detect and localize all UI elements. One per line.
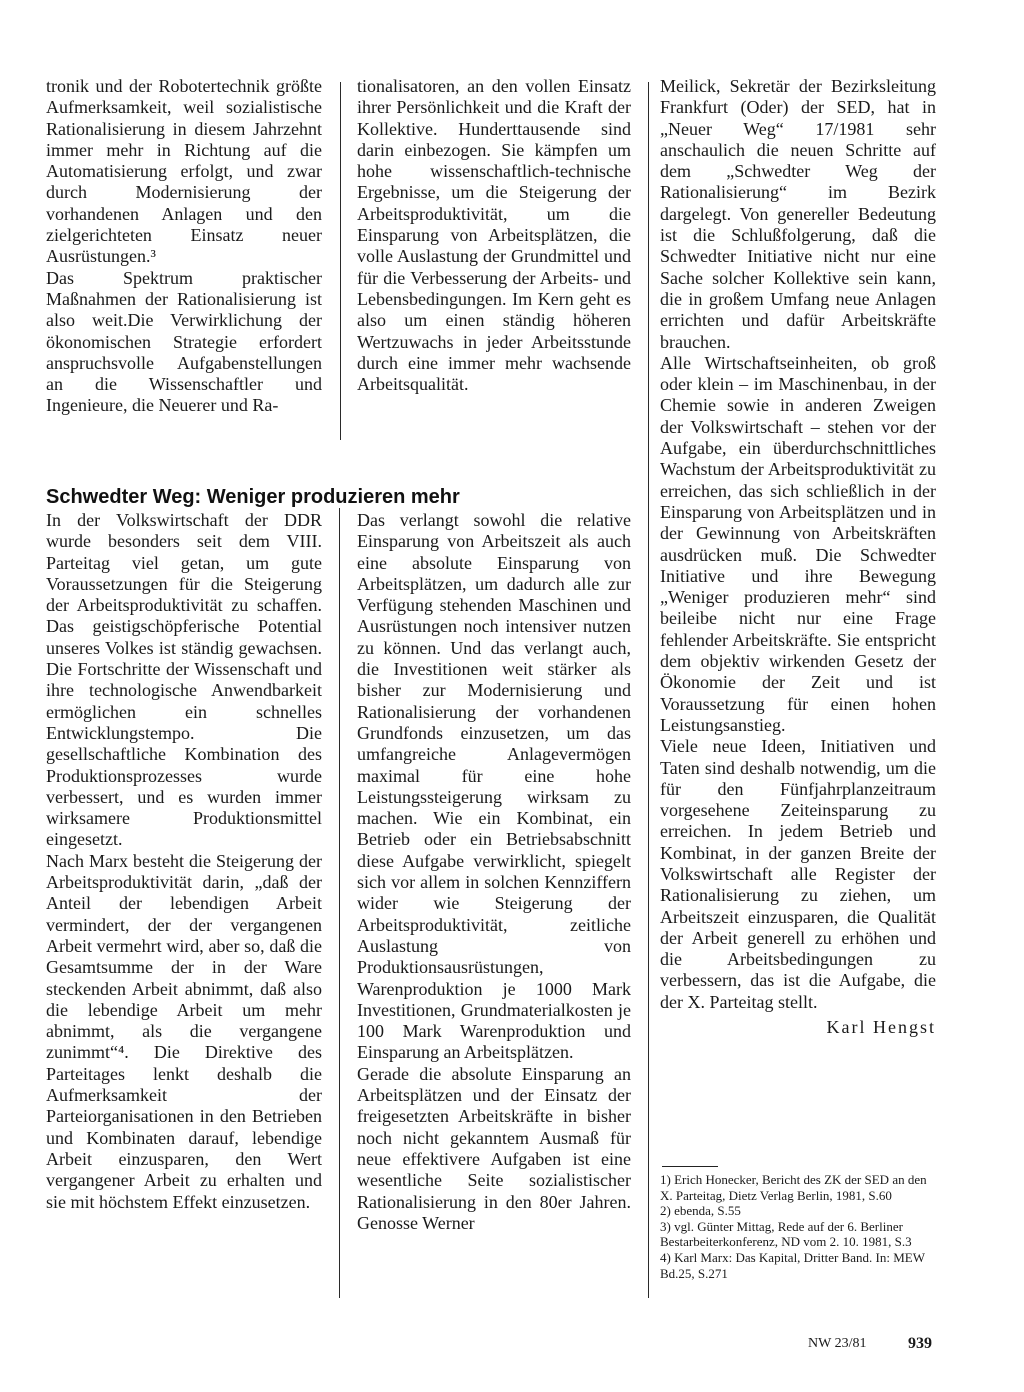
journal-issue: NW 23/81: [808, 1336, 867, 1351]
paragraph: tronik und der Robotertechnik größte Aufmerksamkeit, weil sozialistische Rationalisierung in diesem Jahrzehnt immer mehr in Richtung auf die Automatisierung erfolgt, und zwar durch Modernisierung der vorhandenen Anlagen und den zielgerichteten Einsatz neuer Ausrüstungen.³: [46, 76, 322, 267]
paragraph: Das Spektrum praktischer Maßnahmen der Rationalisierung ist also weit.Die Verwirklichung der ökonomischen Strategie erfordert anspruchsvolle Aufgabenstellungen an die Wissenschaftler und Ingenieure, die Neuerer und Ra-: [46, 267, 322, 416]
text-column-3: [660, 76, 936, 1038]
paragraph: In der Volkswirtschaft der DDR wurde besonders seit dem VIII. Parteitag viel getan, um gute Voraussetzungen für die Steigerung der Arbeitsproduktivität zu schaffen. Das geistigschöpferische Potential unseres Volkes ist ständig gewachsen. Die Fortschritte der Wissenschaft und ihre technologische Anwendbarkeit ermöglichen ein schnelles Entwicklungstempo. Die gesellschaftliche Kombination des Produktionsprozesses wurde verbessert, und es wurden immer wirksamere Produktionsmittel eingesetzt.: [46, 510, 322, 850]
footnote: 1) Erich Honecker, Bericht des ZK der SED an den X. Parteitag, Dietz Verlag Berlin, 1981, S.60: [660, 1172, 927, 1203]
text-column-2: [357, 76, 631, 395]
paragraph: Alle Wirtschaftseinheiten, ob groß oder klein – im Maschinenbau, in der Chemie sowie in anderen Zweigen der Volkswirtschaft – stehen vor der Aufgabe, ein überdurchschnittliches Wachstum der Arbeitsproduktivität zu erreichen, das sich schließlich in der Einsparung von Arbeitsplätzen und in der Gewinnung von Arbeitskräften ausdrücken muß. Die Schwedter Initiative und ihre Bewegung „Weniger produzieren mehr“ sind beileibe nicht nur eine Frage fehlender Arbeitskräfte. Sie entspricht dem objektiv wirkenden Gesetz der Ökonomie der Zeit und ist Voraussetzung für einen hohen Leistungsanstieg.: [660, 352, 936, 735]
paragraph: tionalisatoren, an den vollen Einsatz ihrer Persönlichkeit und die Kraft der Kollektive. Hunderttausende sind darin einbezogen. Sie kämpfen um hohe wissenschaftlich-technische Ergebnisse, um die Steigerung der Arbeitsproduktivität, um die Einsparung von Arbeitsplätzen, die volle Auslastung der Grundmittel und für die Verbesserung der Arbeits- und Lebensbedingungen. Im Kern geht es also um einen ständig höheren Wertzuwachs in jeder Arbeitsstunde durch eine immer mehr wachsende Arbeitsqualität.: [357, 76, 631, 395]
page-number: 939: [908, 1335, 932, 1352]
footnote: 4) Karl Marx: Das Kapital, Dritter Band. In: MEW Bd.25, S.271: [660, 1249, 925, 1281]
section-heading: Schwedter Weg: Weniger produzieren mehr: [46, 485, 460, 508]
paragraph: Meilick, Sekretär der Bezirksleitung Frankfurt (Oder) der SED, hat in „Neuer Weg“ 17/1981 sehr anschaulich die neuen Schritte auf dem „Schwedter Weg der Rationalisierung“ im Bezirk dargelegt. Von genereller Bedeutung ist die Schlußfolgerung, daß die Schwedter Initiative nicht nur eine Sache solcher Kollektive sein kann, die in großem Umfang neue Anlagen errichten und dafür Arbeitskräfte brauchen.: [660, 76, 936, 352]
footnotes: [660, 1172, 938, 1281]
paragraph: Das verlangt sowohl die relative Einsparung von Arbeitszeit als auch eine absolute Einsparung von Arbeitsplätzen, um dadurch alle zur Verfügung stehenden Maschinen und Ausrüstungen noch intensiver nutzen zu können. Und das verlangt auch, die Investitionen weit stärker als bisher zur Modernisierung und Rationalisierung der vorhandenen Grundfonds einzusetzen, um das umfangreiche Anlagevermögen maximal für eine hohe Leistungssteigerung wirksam zu machen. Wie ein Kombinat, ein Betrieb oder ein Betriebsabschnitt diese Aufgabe verwirklicht, spiegelt sich vor allem in solchen Kennziffern wider wie Steigerung der Arbeitsproduktivität, zeitliche Auslastung von Produktionsausrüstungen, Warenproduktion je 1000 Mark Investitionen, Grundmaterialkosten je 100 Mark Warenproduktion und Einsparung an Arbeitsplätzen.: [357, 510, 631, 1063]
footnote-divider: [662, 1166, 718, 1167]
paragraph: Viele neue Ideen, Initiativen und Taten sind deshalb notwendig, um die für den Fünfjahrplanzeitraum vorgesehene Zeiteinsparung zu erreichen. In jedem Betrieb und Kombinat, in der ganzen Breite der Volkswirtschaft alle Register der Rationalisierung zu ziehen, um Arbeitszeit einzusparen, die Qualität der Arbeit generell zu erhöhen und die Arbeitsbedingungen zu verbessern, das ist die Aufgabe, die der X. Parteitag stellt.: [660, 736, 936, 1012]
author-signature: Karl Hengst: [826, 1017, 936, 1038]
column-divider: [339, 508, 340, 1298]
text-column-1: [46, 76, 322, 417]
column-divider: [340, 82, 341, 440]
text-column-5: [357, 510, 631, 1234]
paragraph: Nach Marx besteht die Steigerung der Arbeitsproduktivität darin, „daß der Anteil der lebendigen Arbeit vermindert, der der vergangenen Arbeit vermehrt wird, aber so, daß die Gesamtsumme der in der Ware steckenden Arbeit abnimmt, daß also die lebendige Arbeit um mehr abnimmt, als die vergangene zunimmt“⁴. Die Direktive des Parteitages lenkt deshalb die Aufmerksamkeit der Parteiorganisationen in den Betrieben und Kombinaten darauf, lebendige Arbeit einzusparen, den Wert vergangener Arbeit zu erhalten und sie mit höchstem Effekt einzusetzen.: [46, 850, 322, 1212]
paragraph: Gerade die absolute Einsparung an Arbeitsplätzen und der Einsatz der freigesetzten Arbeitskräfte in bisher noch nicht gekanntem Ausmaß für neue effektivere Aufgaben ist eine wesentliche Seite sozialistischer Rationalisierung in den 80er Jahren. Genosse Werner: [357, 1063, 631, 1233]
footnote: 2) ebenda, S.55: [660, 1203, 741, 1219]
footnote: 3) vgl. Günter Mittag, Rede auf der 6. Berliner Bestarbeiterkonferenz, ND vom 2. 10. 1981, S.3: [660, 1218, 912, 1250]
column-divider: [648, 82, 649, 1298]
text-column-4: [46, 510, 322, 1213]
